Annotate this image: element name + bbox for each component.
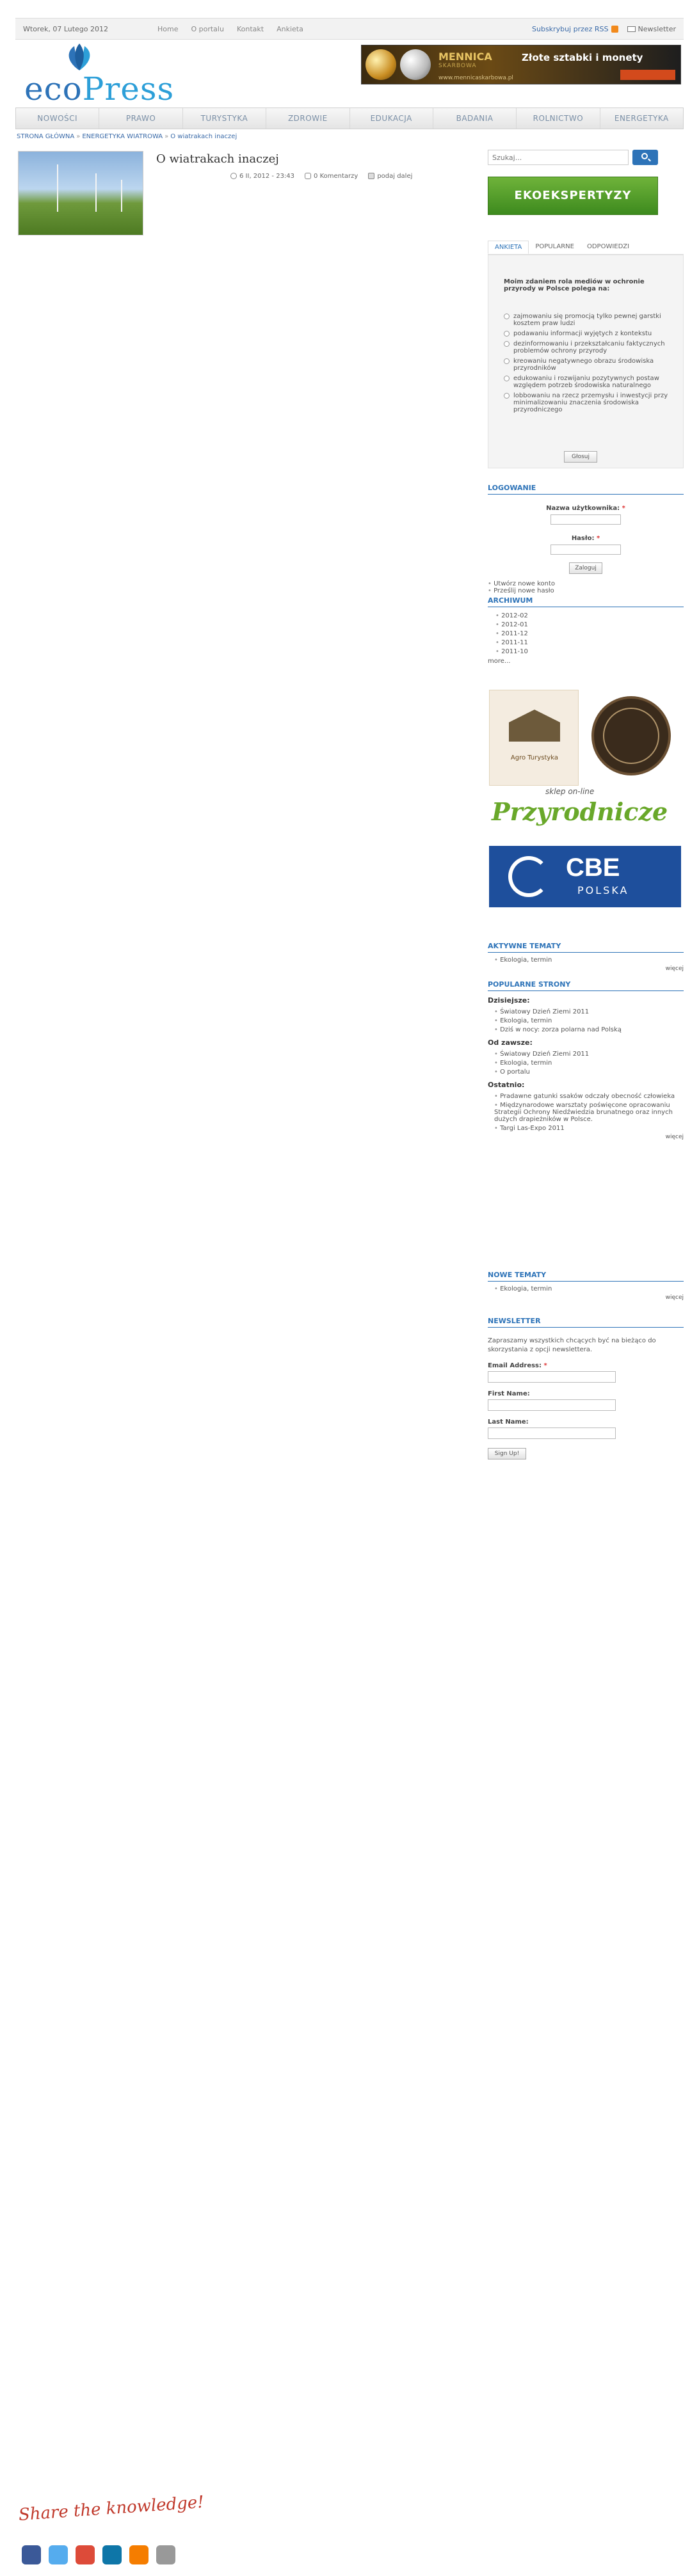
password-label-text: Hasło: [571, 535, 595, 542]
poll-option[interactable] [504, 358, 670, 372]
search-button[interactable] [632, 150, 658, 165]
newsletter-label: Newsletter [638, 24, 676, 33]
archive-title: ARCHIWUM [488, 596, 684, 607]
password-input[interactable] [550, 545, 621, 555]
radio-button[interactable] [504, 376, 510, 381]
agrotourism-badge[interactable] [489, 690, 579, 786]
post-title: O wiatrakach inaczej [156, 152, 279, 166]
gold-coin-icon [366, 49, 396, 80]
top-link-survey[interactable]: Ankieta [277, 24, 303, 33]
facebook-icon[interactable] [22, 2545, 41, 2564]
popular-pages-widget [488, 980, 684, 1140]
current-date: Wtorek, 07 Lutego 2012 [23, 24, 109, 33]
post-date [230, 173, 294, 180]
post-meta [230, 173, 412, 180]
poll-option[interactable] [504, 330, 670, 337]
top-bar [15, 18, 684, 40]
email-label-text: Email Address: [488, 1362, 542, 1369]
radio-button[interactable] [504, 393, 510, 399]
newsletter-link[interactable] [627, 25, 676, 33]
share-section [18, 2492, 466, 2576]
cbe-sub: POLSKA [577, 884, 629, 896]
logo-text-eco: eco [24, 70, 83, 107]
poll-widget [488, 255, 684, 468]
search-box [488, 150, 684, 166]
archive-item[interactable]: • 2011-12 [488, 630, 684, 637]
post-comments-text: 0 Komentarzy [314, 173, 358, 180]
cbe-polska-banner[interactable] [489, 846, 681, 907]
new-topics-title: NOWE TEMATY [488, 1271, 684, 1282]
ekoekspertyzy-banner[interactable]: EKOEKSPERTYZY [488, 177, 658, 215]
popular-item[interactable]: • Ekologia, termin [488, 1060, 684, 1067]
radio-button[interactable] [504, 331, 510, 337]
search-input[interactable] [488, 150, 629, 165]
active-topic-item[interactable]: • Ekologia, termin [488, 957, 684, 964]
archive-list [488, 612, 684, 655]
sign-up-button[interactable]: Sign Up! [488, 1448, 526, 1459]
username-label: Nazwa użytkownika: * [546, 505, 625, 512]
active-topics-more[interactable]: więcej [665, 966, 684, 972]
active-topics-title: AKTYWNE TEMATY [488, 942, 684, 953]
active-topics-widget [488, 942, 684, 972]
first-name-field[interactable] [488, 1399, 616, 1411]
tab-popular[interactable]: POPULARNE [535, 243, 574, 250]
poll-option-label: lobbowaniu na rzecz przemysłu i inwestycji przy minimalizowaniu znaczenia środowiska przyrodniczego [513, 392, 668, 413]
email-label: Email Address: * [488, 1362, 547, 1369]
new-topics-more[interactable]: więcej [665, 1294, 684, 1301]
thumbs-up-icon [368, 173, 374, 179]
poll-option-label: podawaniu informacji wyjętych z kontekstu [513, 330, 652, 337]
hut-icon [509, 710, 560, 742]
logo-text-press: Press [82, 70, 175, 107]
archive-item[interactable]: • 2012-02 [488, 612, 684, 619]
breadcrumb-current: O wiatrakach inaczej [170, 133, 237, 140]
poll-option[interactable] [504, 392, 670, 413]
nav-item-agriculture[interactable]: ROLNICTWO [517, 108, 600, 129]
shop-name: Przyrodnicze [492, 797, 668, 826]
radio-button[interactable] [504, 314, 510, 319]
top-link-about[interactable]: O portalu [191, 24, 224, 33]
rss-icon [611, 26, 618, 33]
nav-item-education[interactable]: EDUKACJA [350, 108, 433, 129]
popular-more[interactable]: więcej [665, 1134, 684, 1140]
linkedin-icon[interactable] [102, 2545, 122, 2564]
new-topics-widget [488, 1271, 684, 1301]
ad-brand [438, 51, 492, 69]
badge-ring [603, 708, 659, 764]
popular-item[interactable]: • Targi Las-Expo 2011 [488, 1125, 684, 1132]
popular-item[interactable]: • Ekologia, termin [488, 1017, 684, 1024]
popular-all-heading: Od zawsze: [488, 1038, 533, 1047]
radio-button[interactable] [504, 341, 510, 347]
site-logo[interactable] [24, 44, 216, 105]
share-title: Share the knowledge! [18, 2492, 205, 2525]
first-name-label: First Name: [488, 1390, 530, 1397]
poll-option[interactable] [504, 340, 670, 354]
email-field[interactable] [488, 1371, 616, 1383]
vote-button[interactable]: Głosuj [564, 451, 597, 463]
mail-icon [627, 26, 636, 32]
cbe-word: CBE [566, 854, 620, 882]
post-comments-link[interactable] [305, 173, 358, 180]
popular-item[interactable]: • Światowy Dzień Ziemi 2011 [488, 1051, 684, 1058]
poll-option[interactable] [504, 313, 670, 327]
popular-today-heading: Dzisiejsze: [488, 996, 530, 1005]
breadcrumb-home[interactable]: STRONA GŁÓWNA [17, 133, 75, 140]
newsletter-desc: Zapraszamy wszystkich chcących być na bieżąco do skorzystania z opcji newslettera. [488, 1337, 656, 1353]
poll-option-label: dezinformowaniu i przekształcaniu faktycznych problemów ochrony przyrody [513, 340, 665, 354]
archive-more-link[interactable]: more... [488, 658, 511, 665]
popular-item[interactable]: • Światowy Dzień Ziemi 2011 [488, 1008, 684, 1015]
sidebar-tabs [488, 241, 684, 255]
breadcrumb-category[interactable]: ENERGETYKA WIATROWA [82, 133, 163, 140]
article-body [18, 298, 466, 2493]
mennica-banner-ad[interactable] [361, 45, 681, 84]
last-name-field[interactable] [488, 1427, 616, 1439]
comment-icon [305, 173, 311, 179]
tab-answers[interactable]: ODPOWIEDZI [586, 243, 630, 250]
rss-label: Subskrybuj przez RSS [532, 24, 609, 33]
shop-tagline: sklep on-line [545, 787, 595, 796]
nav-item-news[interactable]: NOWOŚCI [16, 108, 99, 129]
blogger-icon[interactable] [129, 2545, 149, 2564]
tab-survey[interactable]: ANKIETA [488, 241, 529, 254]
przyrodnicze-shop-banner[interactable] [488, 786, 680, 837]
active-topics-list [488, 957, 684, 964]
header [15, 40, 684, 107]
ad-cta-button[interactable] [620, 70, 675, 80]
popular-item[interactable]: • Dziś w nocy: zorza polarna nad Polską [488, 1026, 684, 1033]
new-topics-list [488, 1285, 684, 1292]
post-lead [22, 191, 466, 280]
post-share-text: podaj dalej [377, 173, 413, 180]
nav-item-law[interactable]: PRAWO [99, 108, 182, 129]
login-widget [488, 484, 684, 594]
leaf-icon [61, 44, 97, 72]
google-icon[interactable] [76, 2545, 95, 2564]
username-label-text: Nazwa użytkownika: [546, 505, 620, 512]
nav-item-tourism[interactable]: TURYSTYKA [183, 108, 266, 129]
archive-item[interactable]: • 2012-01 [488, 621, 684, 628]
ad-brand-sub: SKARBOWA [438, 63, 477, 69]
reset-password-link[interactable]: • Prześlij nowe hasło [488, 587, 684, 594]
poll-option-label: kreowaniu negatywnego obrazu środowiska przyrodników [513, 358, 654, 372]
logo-text [24, 70, 174, 107]
partner-badges [488, 690, 684, 907]
popular-item[interactable]: • Pradawne gatunki ssaków odczały obecność człowieka [488, 1093, 684, 1100]
poll-option[interactable] [504, 375, 670, 389]
newsletter-widget [488, 1317, 684, 1459]
popular-item[interactable]: • O portalu [488, 1069, 684, 1076]
nav-item-energy[interactable]: ENERGETYKA [614, 114, 669, 123]
popular-all-list [488, 1051, 684, 1076]
cbe-logo-icon [508, 856, 549, 897]
top-link-home[interactable]: Home [157, 24, 179, 33]
breadcrumb: STRONA GŁÓWNA » ENERGETYKA WIATROWA » O wiatrakach inaczej [17, 133, 237, 140]
silver-coin-icon [400, 49, 431, 80]
poll-option-label: zajmowaniu się promocją tylko pewnej garstki kosztem praw ludzi [513, 313, 661, 327]
visit-us-badge[interactable] [591, 696, 671, 775]
popular-title: POPULARNE STRONY [488, 980, 684, 991]
newsletter-title: NEWSLETTER [488, 1317, 684, 1328]
popular-last-list [488, 1093, 684, 1132]
poll-option-label: edukowaniu i rozwijaniu pozytywnych postaw względem potrzeb środowiska naturalnego [513, 375, 659, 389]
create-account-link[interactable]: • Utwórz nowe konto [488, 580, 684, 587]
poll-question: Moim zdaniem rola mediów w ochronie przyrody w Polsce polega na: [504, 278, 645, 292]
agrotourism-caption: Agro Turystyka [510, 754, 559, 761]
login-title: LOGOWANIE [488, 484, 684, 495]
new-topic-item[interactable]: • Ekologia, termin [488, 1285, 684, 1292]
archive-widget [488, 596, 684, 665]
post-date-text: 6 II, 2012 - 23:43 [239, 173, 295, 180]
password-label: Hasło: * [571, 535, 600, 542]
popular-item[interactable]: • Międzynarodowe warsztaty poświęcone opracowaniu Strategii Ochrony Niedźwiedzia brunatnego oraz innych dużych drapieżników w Polsce. [488, 1102, 684, 1123]
poll-options [504, 313, 670, 417]
username-input[interactable] [550, 514, 621, 525]
twitter-icon[interactable] [49, 2545, 68, 2564]
top-link-contact[interactable]: Kontakt [236, 24, 264, 33]
rss-link[interactable] [532, 25, 618, 33]
top-right [532, 25, 676, 33]
share-icons [22, 2545, 175, 2564]
main-nav [15, 107, 684, 129]
ad-brand-name: MENNICA [438, 51, 492, 63]
nav-item-health[interactable]: ZDROWIE [266, 108, 349, 129]
nav-item-research[interactable]: BADANIA [433, 108, 517, 129]
ad-url: www.mennicaskarbowa.pl [438, 75, 513, 81]
archive-item[interactable]: • 2011-11 [488, 639, 684, 646]
login-button[interactable]: Zaloguj [569, 562, 602, 574]
radio-button[interactable] [504, 358, 510, 364]
email-share-icon[interactable] [156, 2545, 175, 2564]
login-links [488, 580, 684, 594]
search-icon [641, 153, 648, 159]
popular-today-list [488, 1008, 684, 1033]
post-share-link[interactable] [368, 173, 412, 180]
popular-last-heading: Ostatnio: [488, 1081, 525, 1089]
last-name-label: Last Name: [488, 1419, 529, 1426]
ad-slogan: Złote sztabki i monety [522, 52, 643, 63]
archive-item[interactable]: • 2011-10 [488, 648, 684, 655]
clock-icon [230, 173, 237, 179]
top-links [157, 25, 303, 33]
